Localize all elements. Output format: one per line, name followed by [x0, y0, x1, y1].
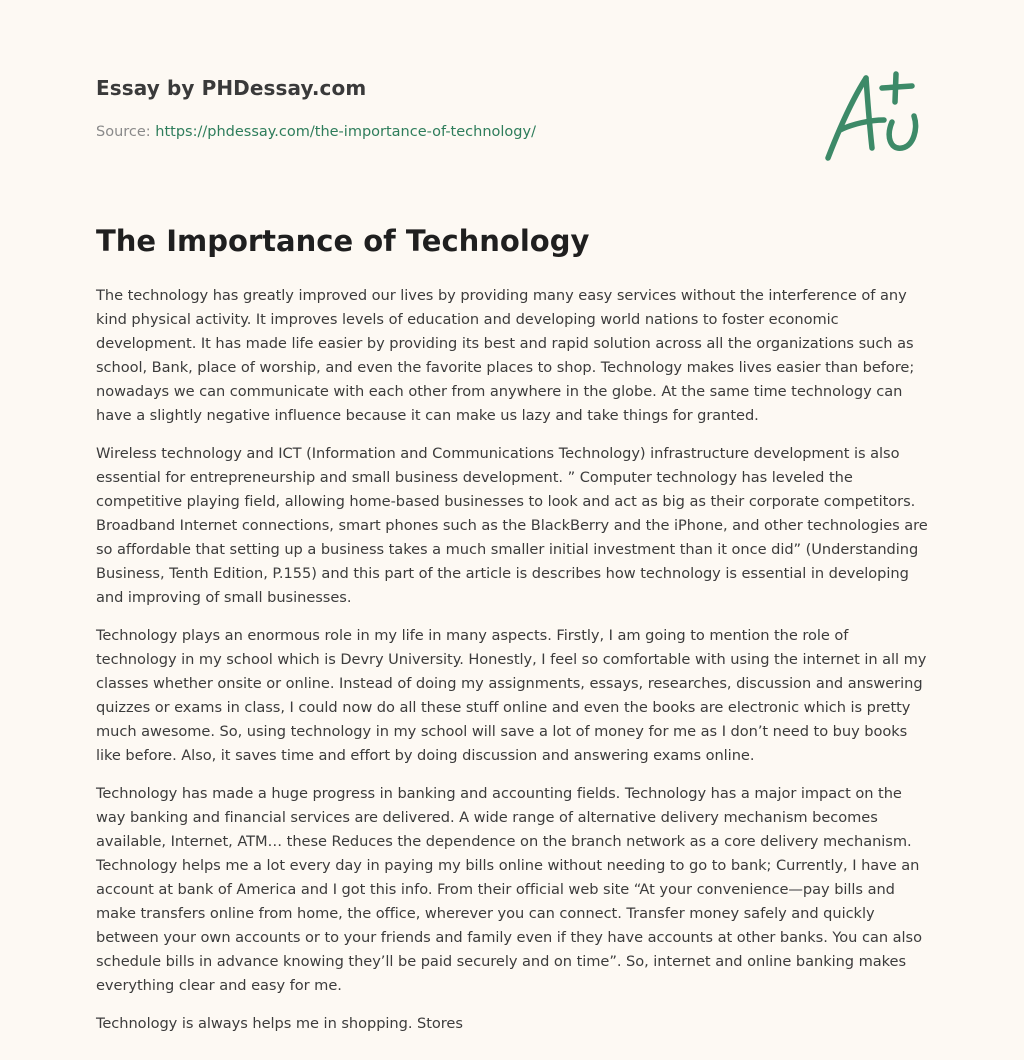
- source-label: Source:: [96, 124, 156, 140]
- paragraph-5: Technology is always helps me in shopping. Stores: [96, 1015, 463, 1032]
- a-plus-grade-icon: [818, 66, 932, 166]
- essay-body: [96, 284, 932, 1050]
- essay-title: The Importance of Technology: [96, 224, 590, 258]
- site-title: Essay by PHDessay.com: [96, 76, 367, 100]
- paragraph-1: The technology has greatly improved our lives by providing many easy services without the interference of any kind physical activity. It improves levels of education and developing world nations to foster economic development. It has made life easier by providing its best and rapid solution across all the organizations such as school, Bank, place of worship, and even the favorite places to shop. Technology makes lives easier than before; nowadays we can communicate with each other from anywhere in the globe. At the same time technology can have a slightly negative influence because it can make us lazy and take things for granted.: [96, 287, 915, 424]
- source-line: [96, 124, 536, 140]
- paragraph-3: Technology plays an enormous role in my life in many aspects. Firstly, I am going to mention the role of technology in my school which is Devry University. Honestly, I feel so comfortable with using the internet in all my classes whether onsite or online. Instead of doing my assignments, essays, researches, discussion and answering quizzes or exams in class, I could now do all these stuff online and even the books are electronic which is pretty much awesome. So, using technology in my school will save a lot of money for me as I don’t need to buy books like before. Also, it saves time and effort by doing discussion and answering exams online.: [96, 627, 927, 764]
- paragraph-2: Wireless technology and ICT (Information and Communications Technology) infrastructure development is also essential for entrepreneurship and small business development. ” Computer technology has leveled the competitive playing field, allowing home-based businesses to look and act as big as their corporate competitors. Broadband Internet connections, smart phones such as the BlackBerry and the iPhone, and other technologies are so affordable that setting up a business takes a much smaller initial investment than it once did” (Understanding Business, Tenth Edition, P.155) and this part of the article is describes how technology is essential in developing and improving of small businesses.: [96, 445, 928, 606]
- paragraph-4: Technology has made a huge progress in banking and accounting fields. Technology has a major impact on the way banking and financial services are delivered. A wide range of alternative delivery mechanism becomes available, Internet, ATM… these Reduces the dependence on the branch network as a core delivery mechanism. Technology helps me a lot every day in paying my bills online without needing to go to bank; Currently, I have an account at bank of America and I got this info. From their official web site “At your convenience—pay bills and make transfers online from home, the office, wherever you can connect. Transfer money safely and quickly between your own accounts or to your friends and family even if they have accounts at other banks. You can also schedule bills in advance knowing they’ll be paid securely and on time”. So, internet and online banking makes everything clear and easy for me.: [96, 785, 922, 994]
- source-link[interactable]: https://phdessay.com/the-importance-of-technology/: [155, 124, 536, 140]
